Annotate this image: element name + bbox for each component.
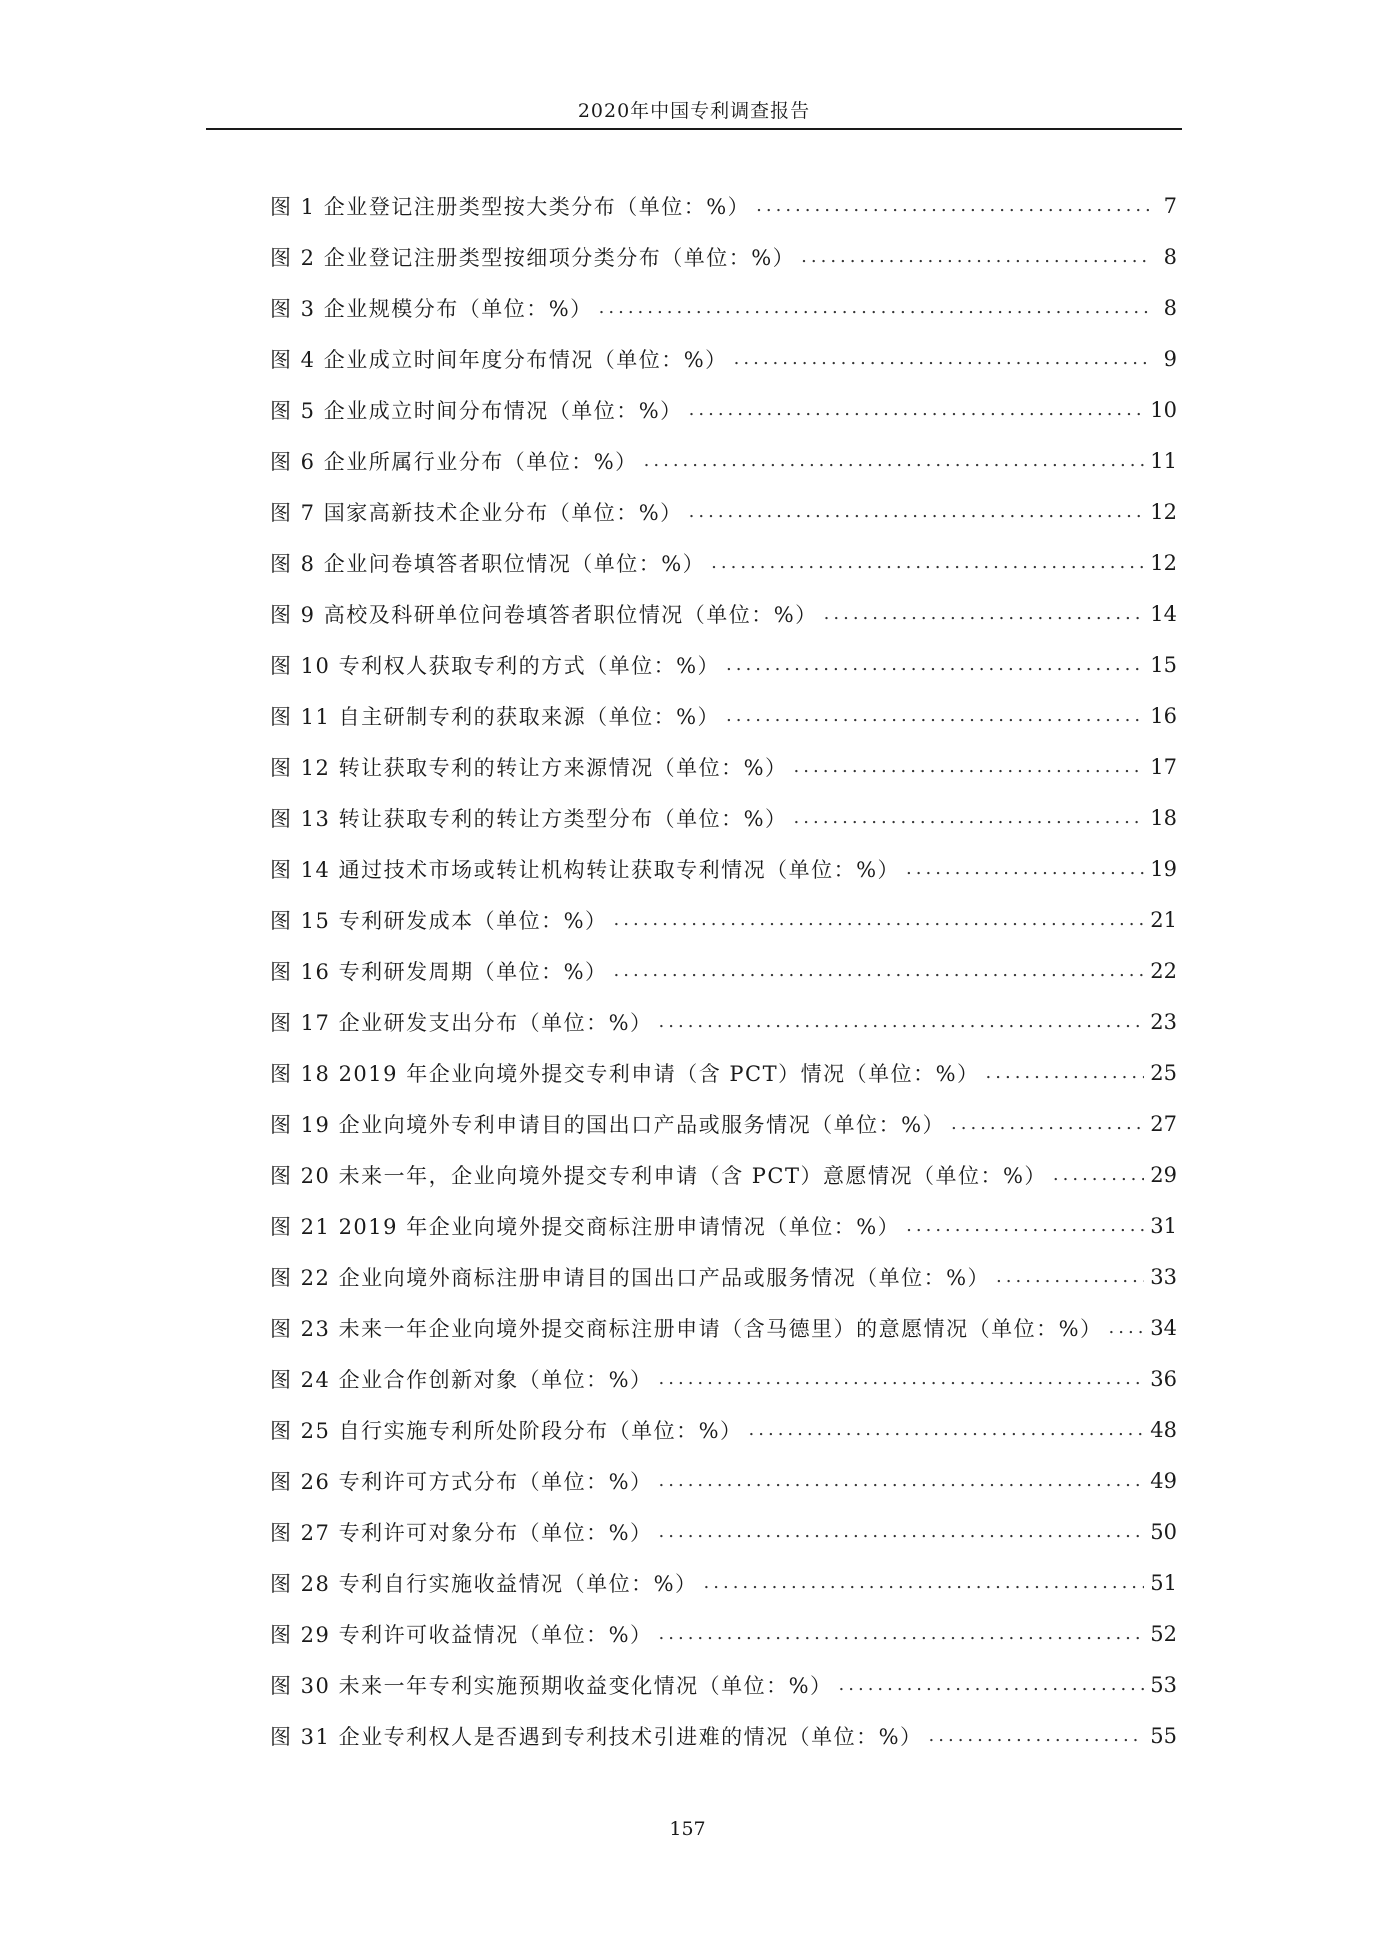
toc-entry-page: 36 [1150, 1366, 1177, 1391]
toc-entry[interactable] [270, 435, 1177, 486]
toc-entry-label: 图 21 2019 年企业向境外提交商标注册申请情况（单位：%） [270, 1214, 901, 1239]
toc-entry-label: 图 3 企业规模分布（单位：%） [270, 296, 593, 321]
toc-entry-label: 图 28 专利自行实施收益情况（单位：%） [270, 1571, 698, 1596]
toc-dot-leader [756, 197, 1151, 215]
toc-entry[interactable] [270, 1455, 1177, 1506]
toc-entry-page: 55 [1150, 1723, 1177, 1748]
toc-dot-leader [839, 1676, 1145, 1694]
toc-entry-page: 50 [1150, 1519, 1177, 1544]
toc-entry[interactable] [270, 1710, 1177, 1761]
toc-entry[interactable] [270, 1251, 1177, 1302]
toc-entry-page: 51 [1150, 1570, 1177, 1595]
toc-entry-label: 图 30 未来一年专利实施预期收益变化情况（单位：%） [270, 1673, 833, 1698]
toc-entry[interactable] [270, 333, 1177, 384]
toc-dot-leader [689, 503, 1145, 521]
toc-entry-page: 8 [1163, 295, 1177, 320]
toc-entry[interactable] [270, 894, 1177, 945]
toc-entry-label: 图 25 自行实施专利所处阶段分布（单位：%） [270, 1418, 743, 1443]
page-header: 2020年中国专利调查报告 [577, 100, 811, 122]
toc-entry[interactable] [270, 1098, 1177, 1149]
toc-dot-leader [659, 1472, 1145, 1490]
toc-entry[interactable] [270, 639, 1177, 690]
toc-entry[interactable] [270, 996, 1177, 1047]
toc-dot-leader [726, 656, 1144, 674]
toc-dot-leader [614, 911, 1145, 929]
toc-entry-page: 29 [1150, 1162, 1177, 1187]
toc-entry-label: 图 26 专利许可方式分布（单位：%） [270, 1469, 653, 1494]
toc-dot-leader [734, 350, 1151, 368]
toc-entry[interactable] [270, 1047, 1177, 1098]
toc-dot-leader [749, 1421, 1145, 1439]
toc-entry[interactable] [270, 537, 1177, 588]
toc-dot-leader [824, 605, 1145, 623]
toc-dot-leader [704, 1574, 1145, 1592]
toc-entry-page: 17 [1150, 754, 1177, 779]
toc-entry-label: 图 24 企业合作创新对象（单位：%） [270, 1367, 653, 1392]
toc-entry-label: 图 16 专利研发周期（单位：%） [270, 959, 608, 984]
toc-entry-label: 图 31 企业专利权人是否遇到专利技术引进难的情况（单位：%） [270, 1724, 923, 1749]
toc-entry-page: 8 [1163, 244, 1177, 269]
toc-dot-leader [726, 707, 1144, 725]
toc-entry-label: 图 18 2019 年企业向境外提交专利申请（含 PCT）情况（单位：%） [270, 1061, 980, 1086]
toc-entry[interactable] [270, 282, 1177, 333]
toc-dot-leader [614, 962, 1145, 980]
toc-entry[interactable] [270, 486, 1177, 537]
toc-dot-leader [801, 248, 1151, 266]
toc-entry-label: 图 5 企业成立时间分布情况（单位：%） [270, 398, 683, 423]
toc-entry-label: 图 22 企业向境外商标注册申请目的国出口产品或服务情况（单位：%） [270, 1265, 991, 1290]
toc-dot-leader [951, 1115, 1144, 1133]
toc-entry-label: 图 4 企业成立时间年度分布情况（单位：%） [270, 347, 728, 372]
toc-entry-label: 图 12 转让获取专利的转让方来源情况（单位：%） [270, 755, 788, 780]
toc-entry-page: 12 [1150, 550, 1177, 575]
toc-dot-leader [1109, 1319, 1145, 1337]
toc-entry-label: 图 2 企业登记注册类型按细项分类分布（单位：%） [270, 245, 796, 270]
toc-dot-leader [906, 1217, 1144, 1235]
toc-dot-leader [644, 452, 1145, 470]
toc-entry[interactable] [270, 1149, 1177, 1200]
toc-entry-page: 15 [1150, 652, 1177, 677]
toc-entry[interactable] [270, 945, 1177, 996]
toc-entry-page: 21 [1150, 907, 1177, 932]
toc-entry[interactable] [270, 1659, 1177, 1710]
toc-entry-label: 图 8 企业问卷填答者职位情况（单位：%） [270, 551, 706, 576]
toc-entry-label: 图 13 转让获取专利的转让方类型分布（单位：%） [270, 806, 788, 831]
toc-entry-page: 16 [1150, 703, 1177, 728]
toc-entry-page: 12 [1150, 499, 1177, 524]
toc-dot-leader [1053, 1166, 1144, 1184]
toc-entry[interactable] [270, 741, 1177, 792]
toc-entry[interactable] [270, 690, 1177, 741]
toc-entry-page: 49 [1150, 1468, 1177, 1493]
toc-entry-label: 图 20 未来一年，企业向境外提交专利申请（含 PCT）意愿情况（单位：%） [270, 1163, 1047, 1188]
toc-entry-page: 22 [1150, 958, 1177, 983]
toc-entry[interactable] [270, 843, 1177, 894]
toc-entry[interactable] [270, 1353, 1177, 1404]
toc-dot-leader [689, 401, 1145, 419]
toc-entry[interactable] [270, 1608, 1177, 1659]
toc-entry-label: 图 7 国家高新技术企业分布（单位：%） [270, 500, 683, 525]
toc-dot-leader [599, 299, 1151, 317]
toc-entry-label: 图 9 高校及科研单位问卷填答者职位情况（单位：%） [270, 602, 818, 627]
toc-dot-leader [906, 860, 1144, 878]
page-number: 157 [669, 1818, 706, 1840]
toc-entry-label: 图 6 企业所属行业分布（单位：%） [270, 449, 638, 474]
toc-entry-page: 23 [1150, 1009, 1177, 1034]
toc-entry-label: 图 1 企业登记注册类型按大类分布（单位：%） [270, 194, 751, 219]
toc-entry-page: 25 [1150, 1060, 1177, 1085]
figure-list [270, 180, 1177, 1761]
toc-dot-leader [996, 1268, 1144, 1286]
toc-dot-leader [929, 1727, 1145, 1745]
toc-entry-label: 图 27 专利许可对象分布（单位：%） [270, 1520, 653, 1545]
toc-entry-page: 34 [1150, 1315, 1177, 1340]
toc-entry[interactable] [270, 1557, 1177, 1608]
toc-entry-page: 7 [1163, 193, 1177, 218]
toc-dot-leader [659, 1370, 1145, 1388]
toc-entry-page: 52 [1150, 1621, 1177, 1646]
toc-entry-label: 图 17 企业研发支出分布（单位：%） [270, 1010, 653, 1035]
toc-entry-page: 18 [1150, 805, 1177, 830]
toc-dot-leader [659, 1523, 1145, 1541]
toc-entry-label: 图 19 企业向境外专利申请目的国出口产品或服务情况（单位：%） [270, 1112, 946, 1137]
toc-entry-page: 33 [1150, 1264, 1177, 1289]
toc-entry[interactable] [270, 792, 1177, 843]
header-rule [206, 128, 1182, 130]
toc-entry[interactable] [270, 384, 1177, 435]
toc-entry-label: 图 10 专利权人获取专利的方式（单位：%） [270, 653, 721, 678]
toc-entry[interactable] [270, 1506, 1177, 1557]
toc-dot-leader [794, 758, 1145, 776]
toc-entry-page: 27 [1150, 1111, 1177, 1136]
toc-entry[interactable] [270, 1302, 1177, 1353]
toc-dot-leader [986, 1064, 1145, 1082]
toc-entry-page: 19 [1150, 856, 1177, 881]
toc-entry-page: 53 [1150, 1672, 1177, 1697]
toc-entry[interactable] [270, 1200, 1177, 1251]
toc-entry-label: 图 15 专利研发成本（单位：%） [270, 908, 608, 933]
toc-entry[interactable] [270, 1404, 1177, 1455]
toc-entry-page: 48 [1150, 1417, 1177, 1442]
toc-entry-label: 图 14 通过技术市场或转让机构转让获取专利情况（单位：%） [270, 857, 901, 882]
toc-entry-page: 11 [1150, 448, 1177, 473]
toc-entry-label: 图 11 自主研制专利的获取来源（单位：%） [270, 704, 721, 729]
toc-entry-label: 图 29 专利许可收益情况（单位：%） [270, 1622, 653, 1647]
toc-dot-leader [794, 809, 1145, 827]
toc-entry-page: 10 [1150, 397, 1177, 422]
toc-dot-leader [659, 1625, 1145, 1643]
toc-entry-page: 31 [1150, 1213, 1177, 1238]
toc-entry-page: 9 [1163, 346, 1177, 371]
toc-dot-leader [659, 1013, 1145, 1031]
toc-entry-label: 图 23 未来一年企业向境外提交商标注册申请（含马德里）的意愿情况（单位：%） [270, 1316, 1103, 1341]
toc-entry-page: 14 [1150, 601, 1177, 626]
toc-entry[interactable] [270, 588, 1177, 639]
toc-entry[interactable] [270, 231, 1177, 282]
toc-dot-leader [711, 554, 1144, 572]
toc-entry[interactable] [270, 180, 1177, 231]
